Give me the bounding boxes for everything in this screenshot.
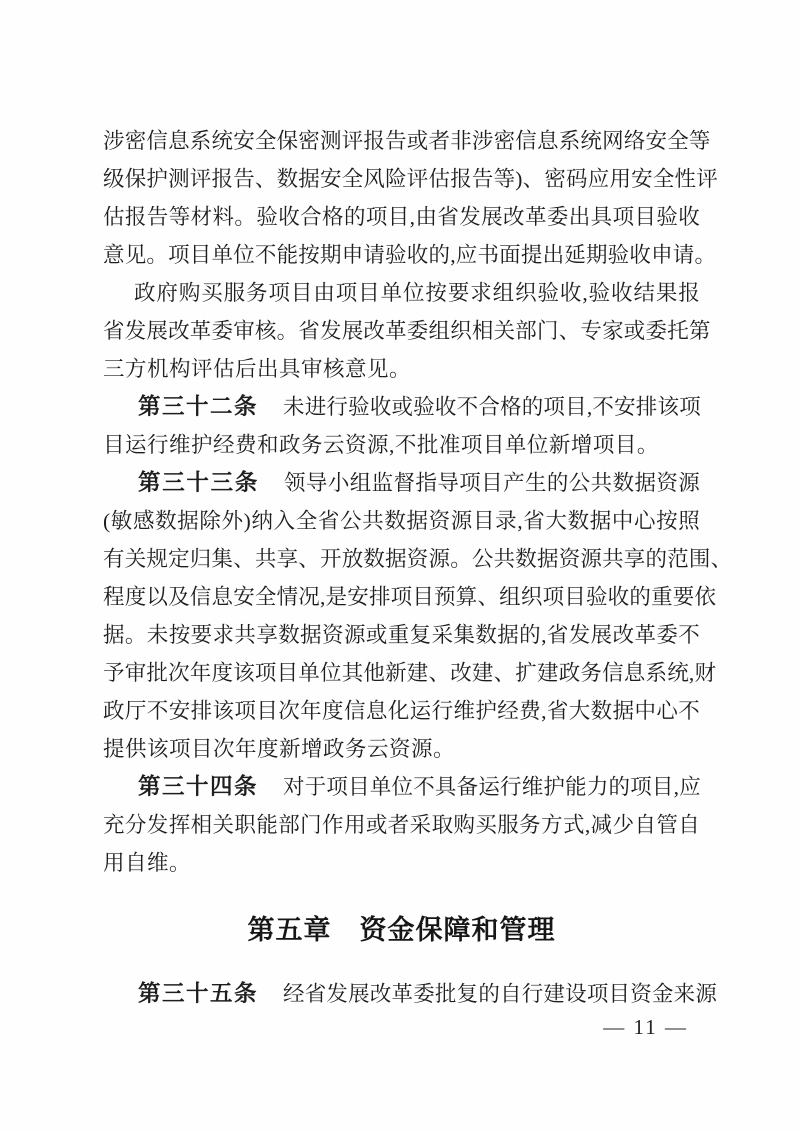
text-line: 第三十四条 对于项目单位不具备运行维护能力的项目,应 [138,774,701,799]
page-number: — 11 — [603,1015,688,1039]
text-line: 省发展改革委审核。省发展改革委组织相关部门、专家或委托第 [103,319,711,343]
paragraph [103,274,711,388]
document-body [103,122,733,1041]
article-number: 第三十二条 [138,394,259,419]
paragraph [103,464,733,768]
chapter-heading-text: 第五章 资金保障和管理 [247,915,556,945]
text-line: 有关规定归集、共享、开放数据资源。公共数据资源共享的范围、 [103,547,733,571]
text-line: 三方机构评估后出具审核意见。 [103,357,412,381]
chapter-heading [103,908,700,952]
text-line: 充分发挥相关职能部门作用或者采取购买服务方式,减少自管自 [103,813,700,837]
text-line: 第三十二条 未进行验收或验收不合格的项目,不安排该项 [138,394,701,419]
text-line: 政府购买服务项目由项目单位按要求组织验收,验收结果报 [134,281,700,305]
text-line: 意见。项目单位不能按期申请验收的,应书面提出延期验收申请。 [103,243,717,267]
text-line: 涉密信息系统安全保密测评报告或者非涉密信息系统网络安全等 [103,129,711,153]
article-number: 第三十三条 [138,470,260,495]
paragraph [103,122,718,274]
text-line: 程度以及信息安全情况,是安排项目预算、组织项目验收的重要依 [103,585,717,609]
text-line: 用自维。 [103,851,192,875]
text-line: 第三十五条 经省发展改革委批复的自行建设项目资金来源 [138,981,718,1006]
text-line: 据。未按要求共享数据资源或重复采集数据的,省发展改革委不 [103,623,700,647]
paragraph [103,388,700,464]
text-line: (敏感数据除外)纳入全省公共数据资源目录,省大数据中心按照 [103,509,700,533]
text-line: 提供该项目次年度新增政务云资源。 [103,737,456,761]
text-line: 政厅不安排该项目次年度信息化运行维护经费,省大数据中心不 [103,699,700,723]
paragraph [103,975,718,1013]
text-line: 第三十三条 领导小组监督指导项目产生的公共数据资源 [138,470,700,495]
article-number: 第三十四条 [138,774,259,799]
paragraph [103,768,700,882]
text-line: 估报告等材料。验收合格的项目,由省发展改革委出具项目验收 [103,205,700,229]
text-line: 予审批次年度该项目单位其他新建、改建、扩建政务信息系统,财 [103,661,717,685]
text-line: 级保护测评报告、数据安全风险评估报告等)、密码应用安全性评 [103,167,718,191]
article-number: 第三十五条 [138,981,259,1006]
text-line: 目运行维护经费和政务云资源,不批准项目单位新增项目。 [103,433,659,457]
